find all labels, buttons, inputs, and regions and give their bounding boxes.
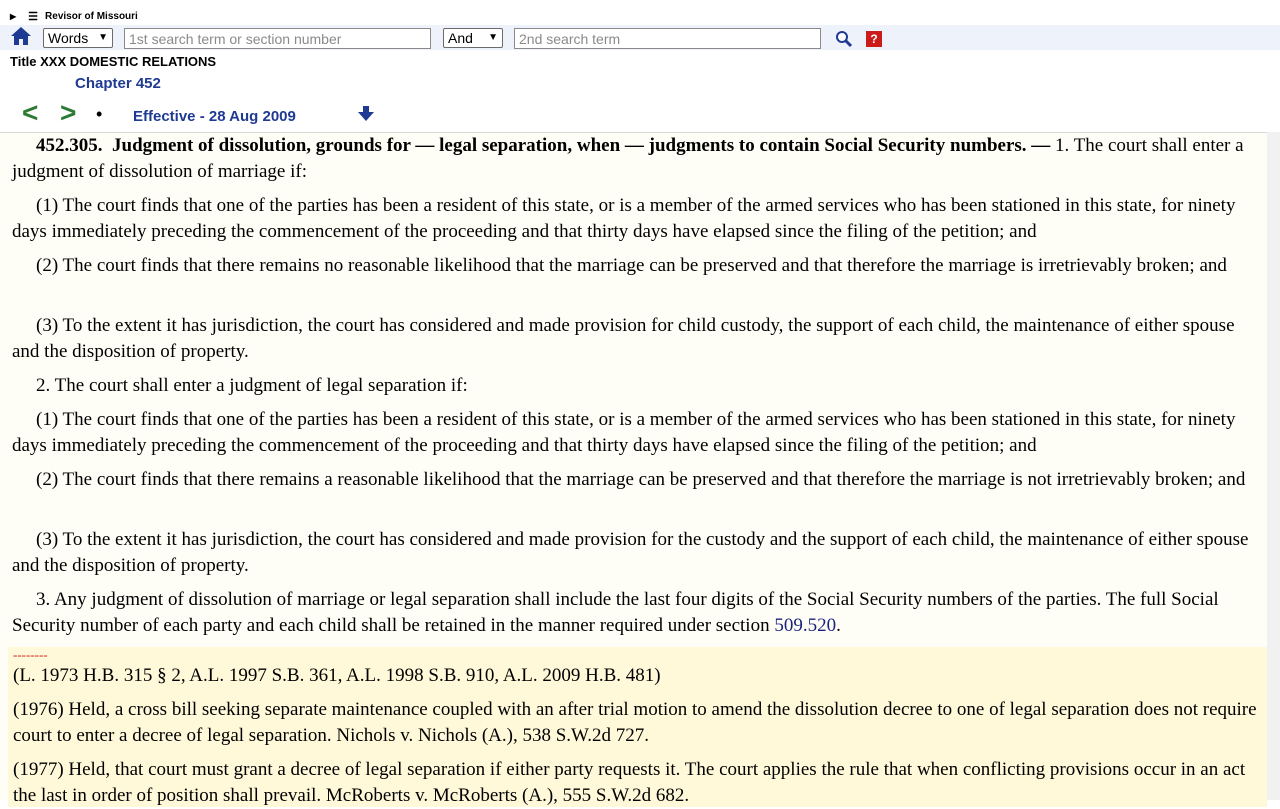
search-operator-select[interactable]	[443, 28, 503, 48]
help-button[interactable]: ?	[866, 31, 882, 47]
next-section-button[interactable]: >	[60, 97, 77, 128]
chevron-down-icon: ▼	[98, 32, 108, 43]
title-heading: Title XXX DOMESTIC RELATIONS	[10, 54, 217, 69]
paragraph: (1) The court finds that one of the parties has been a resident of this state, or is a member of the armed services who has been stationed in this state, for ninety days immediately preceding the commencement of the proceeding and that thirty days have elapsed since the filing of the petition; and	[12, 195, 1236, 242]
section-content	[0, 132, 1267, 806]
arrow-down-icon[interactable]	[357, 106, 375, 122]
paragraph: (3) To the extent it has jurisdiction, the court has considered and made provision for child custody, the support of each child, the maintenance of either spouse and the disposition of property.	[12, 315, 1235, 362]
site-row	[10, 9, 138, 23]
paragraph: (2) The court finds that there remains a reasonable likelihood that the marriage can be preserved and that therefore the marriage is not irretrievably broken; and	[36, 469, 1246, 490]
top-header	[0, 0, 1280, 132]
effective-date: Effective - 28 Aug 2009	[133, 108, 296, 125]
previous-section-button[interactable]: <	[22, 97, 39, 128]
history-notes	[8, 647, 1267, 807]
paragraph: (1) The court finds that one of the parties has been a resident of this state, or is a member of the armed services who has been stationed in this state, for ninety days immediately preceding the commencement of the proceeding and that thirty days have elapsed since the filing of the petition; and	[12, 409, 1236, 456]
second-search-input[interactable]	[514, 28, 821, 49]
chevron-down-icon: ▼	[488, 32, 498, 43]
history-note: (1976) Held, a cross bill seeking separate maintenance coupled with an after trial motion to amend the dissolution decree to one of legal separation does not require court to enter a decree of legal separation. Nichols v. Nichols (A.), 538 S.W.2d 727.	[13, 699, 1257, 746]
site-name: Revisor of Missouri	[45, 10, 138, 22]
search-mode-value: Words	[48, 30, 89, 46]
section-intro	[12, 133, 1262, 185]
search-icon[interactable]	[835, 30, 853, 48]
paragraph: 1. The court shall enter a judgment of dissolution of marriage if:	[12, 135, 1244, 182]
scrollbar[interactable]	[1267, 132, 1280, 800]
home-icon[interactable]	[10, 26, 32, 46]
paragraph-end: .	[836, 615, 841, 636]
section-heading: Judgment of dissolution, grounds for — legal separation, when — judgments to contain Social Security numbers. —	[112, 135, 1051, 156]
search-mode-select[interactable]	[43, 28, 113, 48]
search-bar	[0, 25, 1280, 50]
separator: --------	[13, 647, 48, 662]
search-operator-value: And	[448, 30, 473, 46]
expand-triangle-icon[interactable]: ▶	[10, 11, 17, 21]
paragraph: (2) The court finds that there remains no reasonable likelihood that the marriage can be preserved and that therefore the marriage is irretrievably broken; and	[36, 255, 1227, 276]
paragraph-text: 3. Any judgment of dissolution of marriage or legal separation shall include the last four digits of the Social Security numbers of the parties. The full Social Security number of each party and each child shall be retained in the manner required under section	[12, 589, 1219, 636]
section-link-509-520[interactable]: 509.520	[774, 615, 837, 636]
section-number: 452.305.	[36, 135, 103, 156]
paragraph: 2. The court shall enter a judgment of legal separation if:	[36, 375, 468, 396]
paragraph-3	[12, 587, 1262, 639]
first-search-input[interactable]	[124, 28, 431, 49]
chapter-link[interactable]: Chapter 452	[75, 75, 161, 92]
history-note: (1977) Held, that court must grant a decree of legal separation if either party requests it. The court applies the rule that when conflicting provisions occur in an act the last in order of position shall prevail. McRoberts v. McRoberts (A.), 555 S.W.2d 682.	[13, 759, 1246, 806]
menu-icon[interactable]: ☰	[28, 10, 39, 23]
current-section-dot[interactable]: •	[96, 104, 103, 124]
history-citation: (L. 1973 H.B. 315 § 2, A.L. 1997 S.B. 361, A.L. 1998 S.B. 910, A.L. 2009 H.B. 481)	[13, 665, 661, 686]
paragraph: (3) To the extent it has jurisdiction, the court has considered and made provision for the custody and the support of each child, the maintenance of either spouse and the disposition of property.	[12, 529, 1249, 576]
